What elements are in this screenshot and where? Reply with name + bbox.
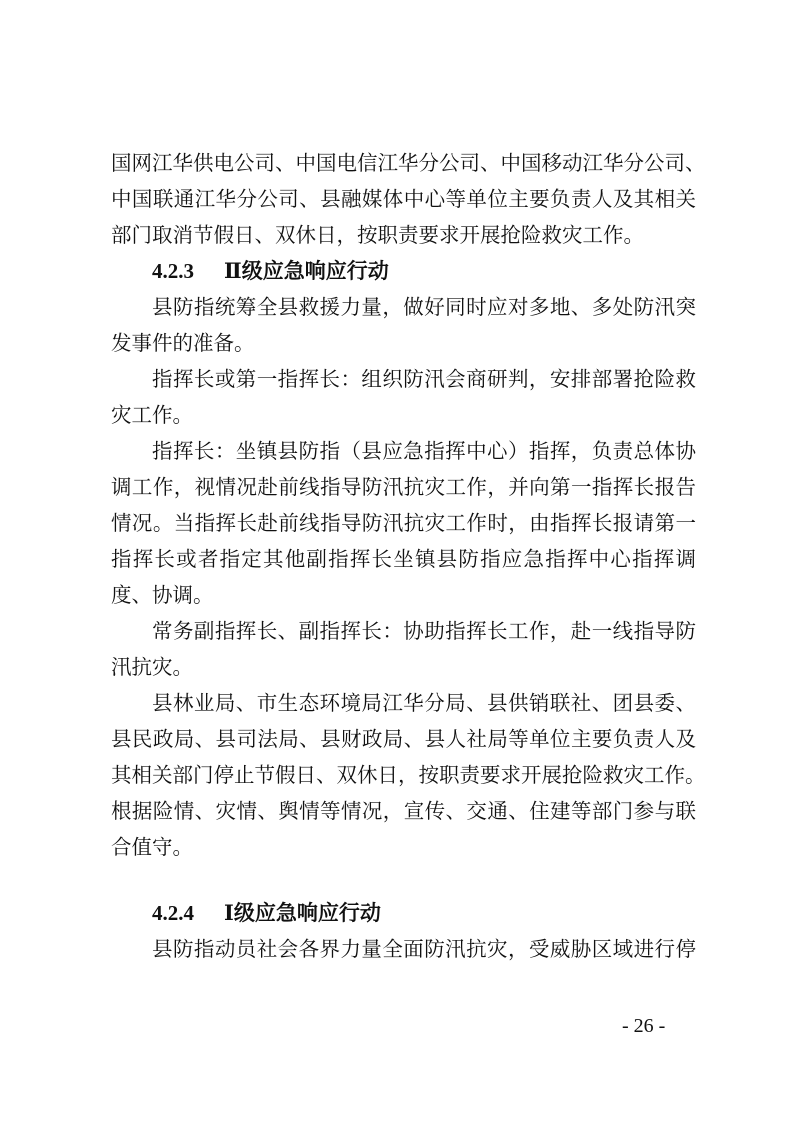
body-line: 县民政局、县司法局、县财政局、县人社局等单位主要负责人及 [111, 727, 696, 751]
body-line: 情况。当指挥长赴前线指导防汛抗灾工作时，由指挥长报请第一 [111, 511, 696, 535]
paragraph-first-line: 县防指动员社会各界力量全面防汛抗灾，受威胁区域进行停 [152, 937, 696, 961]
page-number: - 26 - [622, 1015, 666, 1037]
body-line: 合值守。 [111, 835, 193, 859]
paragraph-first-line: 县林业局、市生态环境局江华分局、县供销联社、团县委、 [152, 691, 696, 715]
section-heading-4-2-3 [152, 253, 389, 289]
body-line: 汛抗灾。 [111, 655, 193, 679]
body-line: 根据险情、灾情、舆情等情况，宣传、交通、住建等部门参与联 [111, 799, 696, 823]
paragraph-first-line: 常务副指挥长、副指挥长：协助指挥长工作，赴一线指导防 [152, 619, 696, 643]
body-line: 指挥长或者指定其他副指挥长坐镇县防指应急指挥中心指挥调 [111, 547, 696, 571]
section-number: 4.2.3 [152, 259, 194, 283]
body-line: 度、协调。 [111, 583, 214, 607]
section-title: Ⅰ级应急响应行动 [224, 900, 381, 925]
body-line: 中国联通江华分公司、县融媒体中心等单位主要负责人及其相关 [111, 187, 696, 211]
section-number: 4.2.4 [152, 901, 194, 925]
paragraph-first-line: 指挥长：坐镇县防指（县应急指挥中心）指挥，负责总体协 [152, 439, 696, 463]
body-line: 国网江华供电公司、中国电信江华分公司、中国移动江华分公司、 [111, 151, 706, 175]
section-heading-4-2-4 [152, 895, 381, 931]
body-line: 部门取消节假日、双休日，按职责要求开展抢险救灾工作。 [111, 223, 644, 247]
paragraph-first-line: 县防指统筹全县救援力量，做好同时应对多地、多处防汛突 [152, 295, 696, 319]
body-line: 其相关部门停止节假日、双休日，按职责要求开展抢险救灾工作。 [111, 763, 706, 787]
body-line: 发事件的准备。 [111, 331, 255, 355]
section-title: Ⅱ级应急响应行动 [224, 258, 389, 283]
paragraph-first-line: 指挥长或第一指挥长：组织防汛会商研判，安排部署抢险救 [152, 367, 696, 391]
body-line: 调工作，视情况赴前线指导防汛抗灾工作，并向第一指挥长报告 [111, 475, 696, 499]
body-line: 灾工作。 [111, 403, 193, 427]
